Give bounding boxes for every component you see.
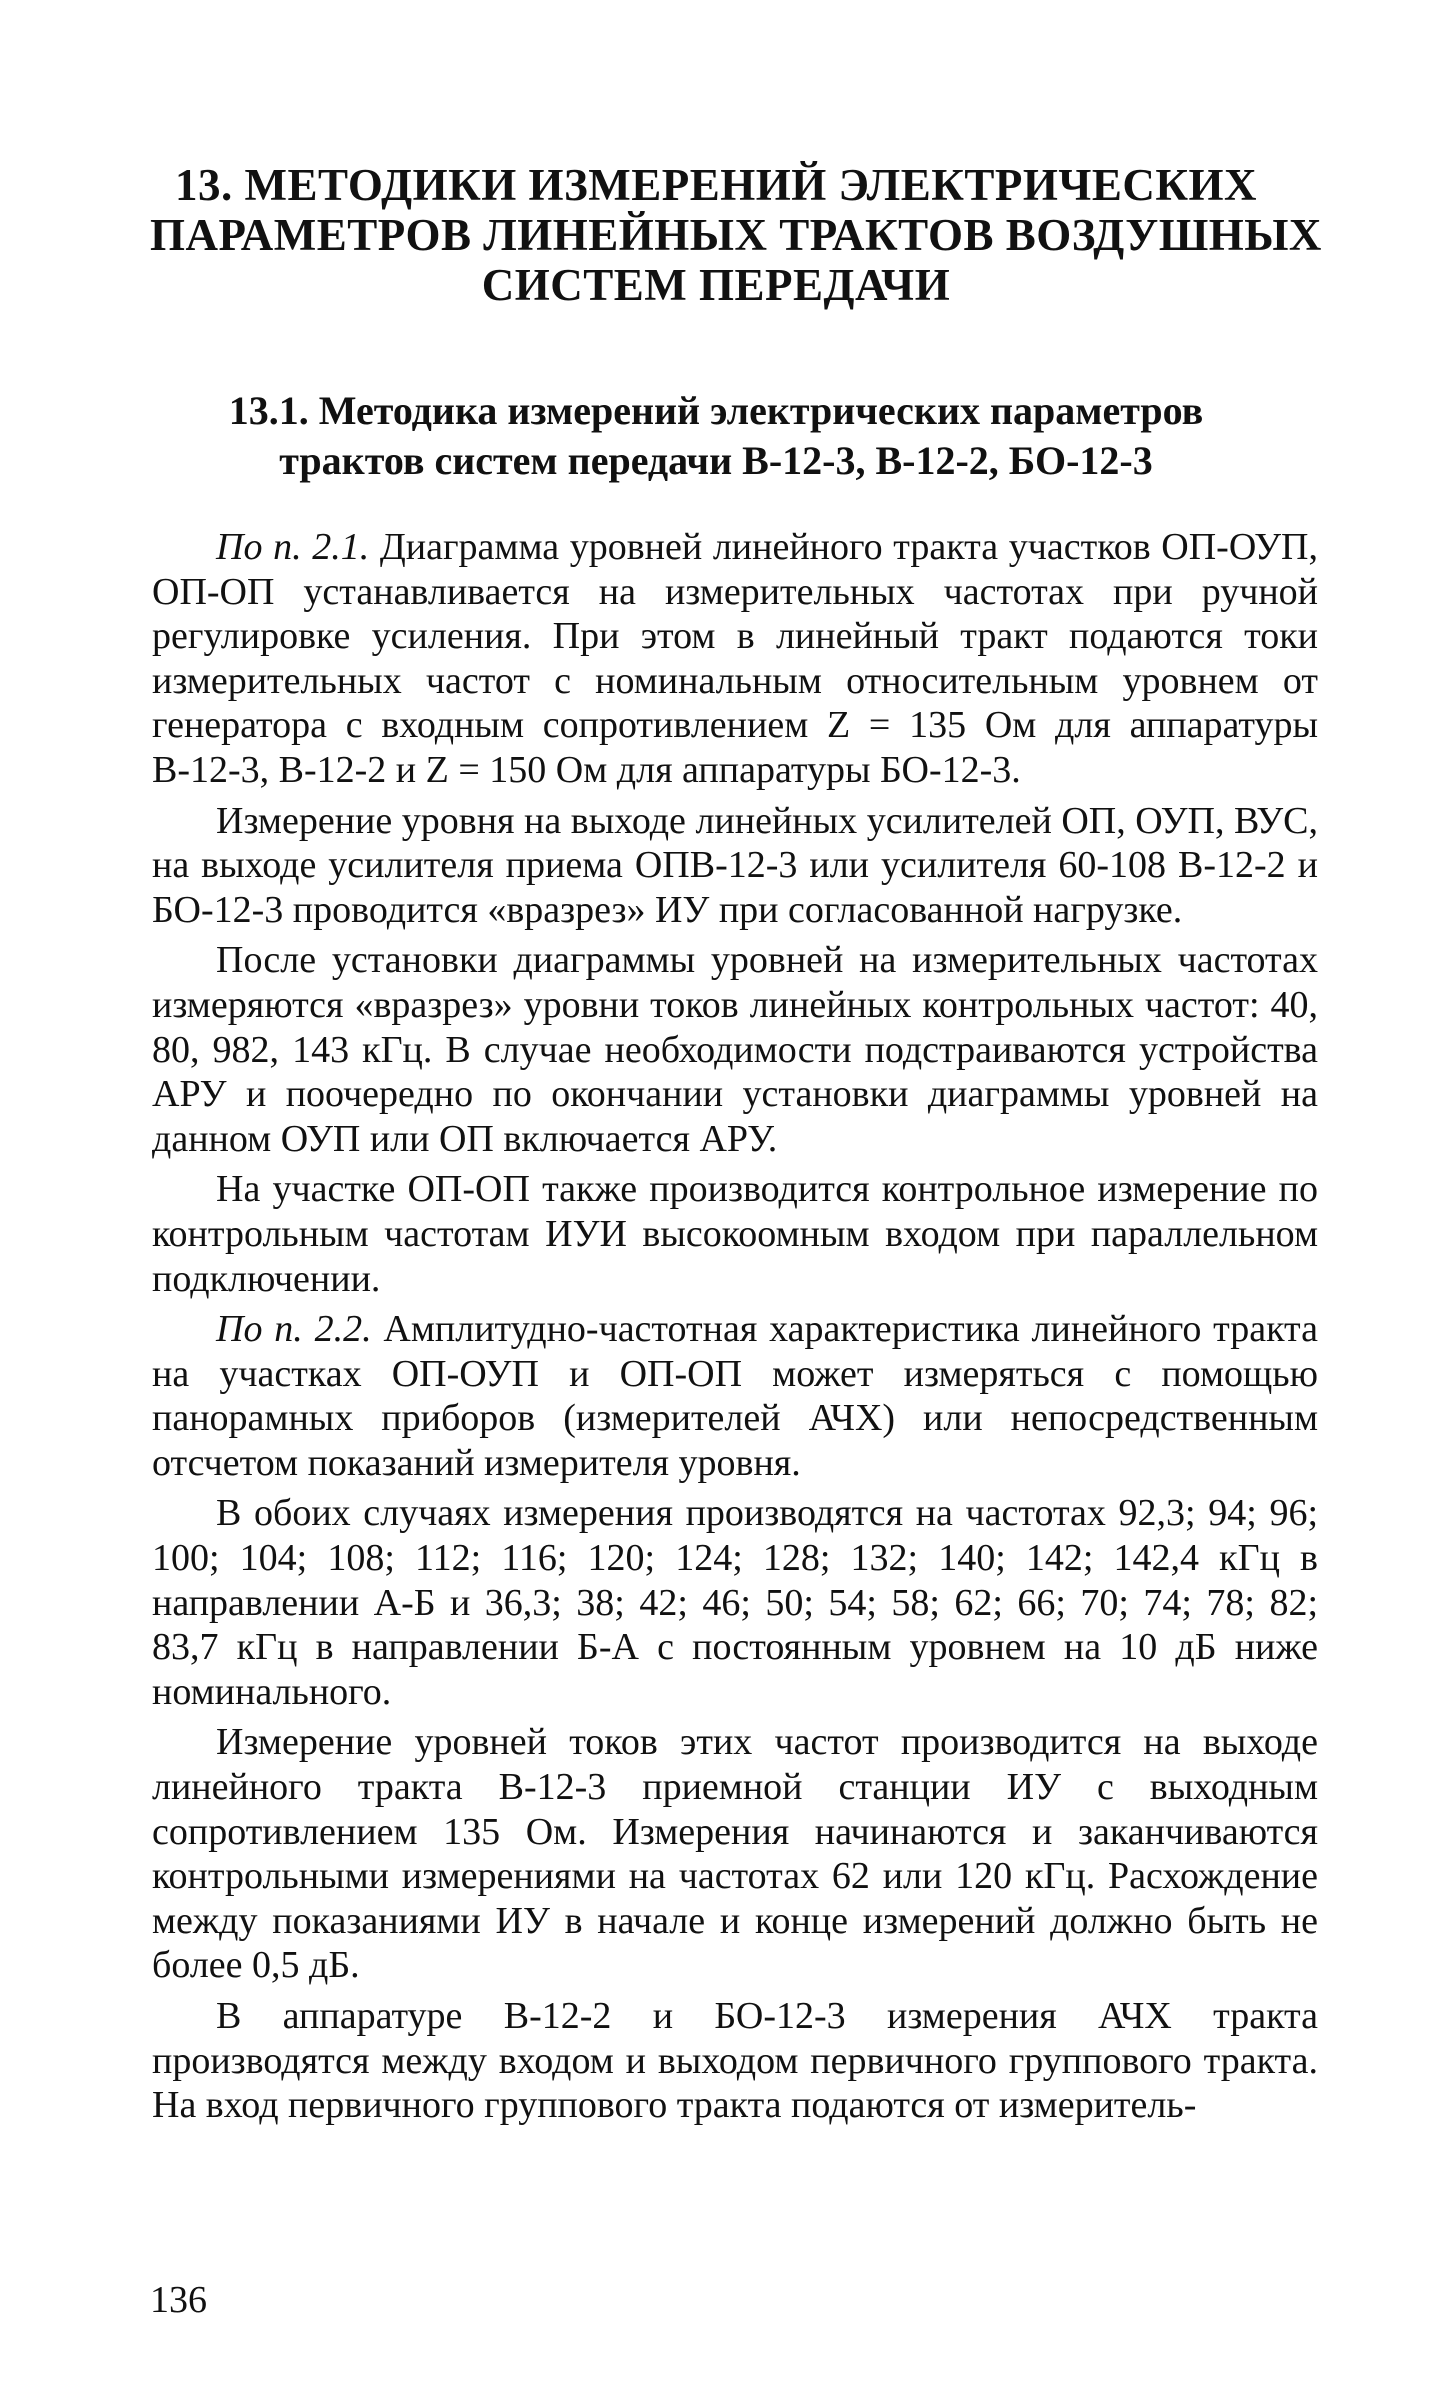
chapter-title-line-3: СИСТЕМ ПЕРЕДАЧИ [481,260,951,310]
body-text [152,525,1318,2134]
paragraph-reference: По п. 2.2. [216,1308,372,1351]
page-number: 136 [150,2279,207,2321]
paragraph-5 [152,1307,1318,1485]
paragraph-8 [152,1994,1318,2128]
paragraph-2 [152,799,1318,933]
paragraph-text: На участке ОП-ОП также производится контрольное измерение по контрольным частотам ИУИ высокоомным входом при параллельном подключении. [152,1168,1318,1300]
section-title-line-1: 13.1. Методика измерений электрических параметров [228,388,1204,433]
paragraph-text: После установки диаграммы уровней на измерительных частотах измеряются «вразрез» уровни токов линейных контрольных частот: 40, 80, 982, 143 кГц. В случае необходимости подстраиваются устройства АРУ и поочередно по окончании установки диаграммы уровней на данном ОУП или ОП включается АРУ. [152,939,1318,1160]
paragraph-text: В аппаратуре В-12-2 и БО-12-3 измерения АЧХ тракта производятся между входом и выходом первичного группового тракта. На вход первичного группового тракта подаются от измеритель- [152,1995,1318,2127]
section-title [150,386,1282,486]
paragraph-4 [152,1167,1318,1301]
paragraph-1 [152,525,1318,793]
paragraph-reference: По п. 2.1. [216,526,370,568]
section-title-line-2: трактов систем передачи В-12-3, В-12-2, БО-12-3 [279,438,1153,483]
paragraph-7 [152,1720,1318,1988]
chapter-title-line-1: 13. МЕТОДИКИ ИЗМЕРЕНИЙ ЭЛЕКТРИЧЕСКИХ [174,160,1258,210]
paragraph-text: В обоих случаях измерения производятся на частотах 92,3; 94; 96; 100; 104; 108; 112; 116; 120; 124; 128; 132; 140; 142; 142,4 кГц в направлении А-Б и 36,3; 38; 42; 46; 50; 54; 58; 62; 66; 70; 74; 78; 82; 83,7 кГц в направлении Б-А с постоянным уровнем на 10 дБ ниже номинального. [152,1492,1318,1713]
paragraph-text: Измерение уровней токов этих частот производится на выходе линейного тракта В-12-3 приемной станции ИУ с выходным сопротивлением 135 Ом. Измерения начинаются и заканчиваются контрольными измерениями на частотах 62 или 120 кГц. Расхождение между показаниями ИУ в начале и конце измерений должно быть не более 0,5 дБ. [152,1721,1318,1987]
paragraph-text: Измерение уровня на выходе линейных усилителей ОП, ОУП, ВУС, на выходе усилителя приема ОПВ-12-3 или усилителя 60-108 В-12-2 и БО-12-3 проводится «вразрез» ИУ при согласованной нагрузке. [152,799,1318,931]
paragraph-6 [152,1491,1318,1714]
paragraph-text: Диаграмма уровней линейного тракта участков ОП-ОУП, ОП-ОП устанавливается на измерительных частотах при ручной регулировке усиления. При этом в линейный тракт подаются токи измерительных частот с номинальным относительным уровнем от генератора с входным сопротивлением Z = 135 Ом для аппаратуры В-12-3, В-12-2 и Z = 150 Ом для аппаратуры БО-12-3. [152,526,1318,791]
paragraph-text: Амплитудно-частотная характеристика линейного тракта на участках ОП-ОУП и ОП-ОП может измеряться с помощью панорамных приборов (измерителей АЧХ) или непосредственным отсчетом показаний измерителя уровня. [152,1308,1318,1484]
chapter-title [150,160,1322,310]
paragraph-3 [152,938,1318,1161]
chapter-title-line-2: ПАРАМЕТРОВ ЛИНЕЙНЫХ ТРАКТОВ ВОЗДУШНЫХ [150,210,1322,260]
